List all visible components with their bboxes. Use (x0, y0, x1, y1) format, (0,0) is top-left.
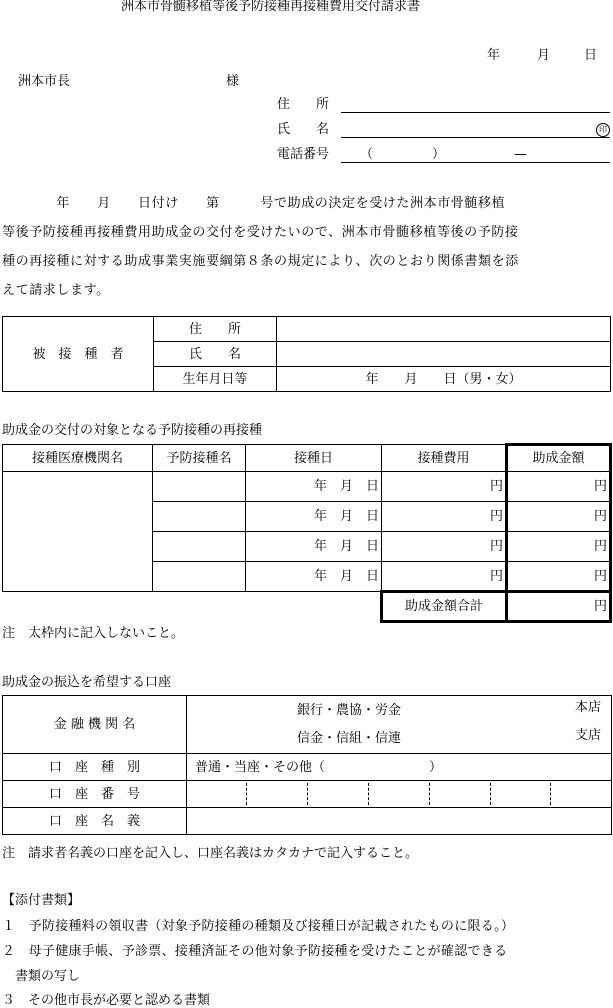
recipient-name-label: 氏 名 (154, 342, 277, 367)
date-month: 月 (537, 48, 551, 63)
bank-note: 注 請求者名義の口座を記入し、口座名義はカタカナで記入すること。 (2, 846, 419, 861)
recipient-address-label: 住 所 (154, 317, 277, 342)
digit-separator (368, 783, 369, 805)
vaccination-table (2, 443, 612, 623)
bank-table (2, 695, 612, 835)
branch-main: 本店 (575, 700, 602, 715)
col-header-date: 接種日 (246, 445, 382, 472)
cost-field[interactable]: 円 (382, 532, 507, 562)
vaccination-date[interactable]: 年 月 日 (246, 532, 382, 562)
bank-types-line-2: 信金・信組・信連 (297, 731, 402, 746)
attachments-heading: 【添付書類】 (2, 893, 81, 908)
account-type-label: 口 座 種 別 (3, 754, 187, 781)
body-line-4: えて請求します。 (2, 283, 110, 298)
bank-section-title: 助成金の振込を希望する口座 (2, 675, 172, 690)
col-header-clinic: 接種医療機関名 (3, 445, 153, 472)
document-title: 洲本市骨髄移植等後予防接種再接種費用交付請求書 (121, 0, 421, 14)
table-row (3, 472, 611, 502)
subsidy-field: 円 (507, 532, 611, 562)
applicant-address-field[interactable] (341, 112, 610, 113)
phone-dash: — (514, 147, 527, 162)
applicant-phone-field[interactable] (341, 162, 610, 163)
subsidy-field: 円 (507, 562, 611, 592)
addressee-name: 洲本市長 (18, 74, 71, 89)
col-header-cost: 接種費用 (382, 445, 507, 472)
total-label: 助成金額合計 (382, 592, 507, 622)
vaccination-date[interactable]: 年 月 日 (246, 562, 382, 592)
vaccination-section-title: 助成金の交付の対象となる予防接種の再接種 (2, 423, 263, 438)
institution-label: 金 融 機 関 名 (3, 696, 187, 754)
seal-mark: 印 (596, 123, 610, 137)
phone-open-paren: （ (360, 147, 374, 162)
attachment-item-2: ２ 母子健康手帳、予診票、接種済証その他対象予防接種を受けたことが確認できる (2, 944, 508, 959)
vaccination-note: 注 太枠内に記入しないこと。 (2, 626, 185, 641)
institution-field[interactable] (187, 696, 612, 754)
account-type-field[interactable]: 普通・当座・その他（ ） (187, 754, 612, 781)
recipient-table (2, 316, 611, 392)
date-day: 日 (584, 48, 598, 63)
account-number-field[interactable] (187, 781, 612, 808)
cost-field[interactable]: 円 (382, 502, 507, 532)
attachment-item-2-cont: 書類の写し (2, 969, 81, 984)
col-header-vaccine: 予防接種名 (153, 445, 246, 472)
digit-separator (490, 783, 491, 805)
recipient-name-field[interactable] (277, 342, 611, 367)
vaccine-name-field[interactable] (153, 532, 246, 562)
digit-separator (307, 783, 308, 805)
vaccination-date[interactable]: 年 月 日 (246, 502, 382, 532)
total-field: 円 (507, 592, 611, 622)
attachment-item-3: ３ その他市長が必要と認める書類 (2, 993, 211, 1008)
vaccine-name-field[interactable] (153, 472, 246, 502)
date-year: 年 (487, 48, 501, 63)
branch-sub: 支店 (575, 728, 602, 743)
subsidy-field: 円 (507, 472, 611, 502)
digit-separator (550, 783, 551, 805)
account-name-field[interactable] (187, 808, 612, 835)
applicant-name-label: 氏 名 (277, 122, 330, 137)
phone-close-paren: ） (432, 147, 446, 162)
bank-types-line-1: 銀行・農協・労金 (297, 703, 402, 718)
addressee-honorific: 様 (226, 74, 240, 89)
subsidy-field: 円 (507, 502, 611, 532)
cost-field[interactable]: 円 (382, 562, 507, 592)
col-header-subsidy: 助成金額 (507, 445, 611, 472)
recipient-address-field[interactable] (277, 317, 611, 342)
recipient-dob-field[interactable]: 年 月 日（男・女） (277, 367, 611, 392)
clinic-name-field[interactable] (3, 472, 153, 592)
account-name-label: 口 座 名 義 (3, 808, 187, 835)
request-body (2, 189, 610, 305)
digit-separator (246, 783, 247, 805)
vaccination-date[interactable]: 年 月 日 (246, 472, 382, 502)
account-number-label: 口 座 番 号 (3, 781, 187, 808)
attachment-item-1: １ 予防接種料の領収書（対象予防接種の種類及び接種日が記載されたものに限る。） (2, 919, 515, 934)
vaccine-name-field[interactable] (153, 562, 246, 592)
cost-field[interactable]: 円 (382, 472, 507, 502)
digit-separator (429, 783, 430, 805)
applicant-name-field[interactable] (341, 137, 610, 138)
recipient-header: 被 接 種 者 (3, 317, 154, 392)
vaccine-name-field[interactable] (153, 502, 246, 532)
body-line-3: 種の再接種に対する助成事業実施要綱第８条の規定により、次のとおり関係書類を添 (2, 254, 519, 269)
body-line-1: 年 月 日付け 第 号で助成の決定を受けた洲本市骨髄移植 (2, 196, 506, 211)
applicant-phone-label: 電話番号 (277, 147, 330, 162)
body-line-2: 等後予防接種再接種費用助成金の交付を受けたいので、洲本市骨髄移植等後の予防接 (2, 225, 519, 240)
applicant-address-label: 住 所 (277, 97, 330, 112)
recipient-dob-label: 生年月日等 (154, 367, 277, 392)
